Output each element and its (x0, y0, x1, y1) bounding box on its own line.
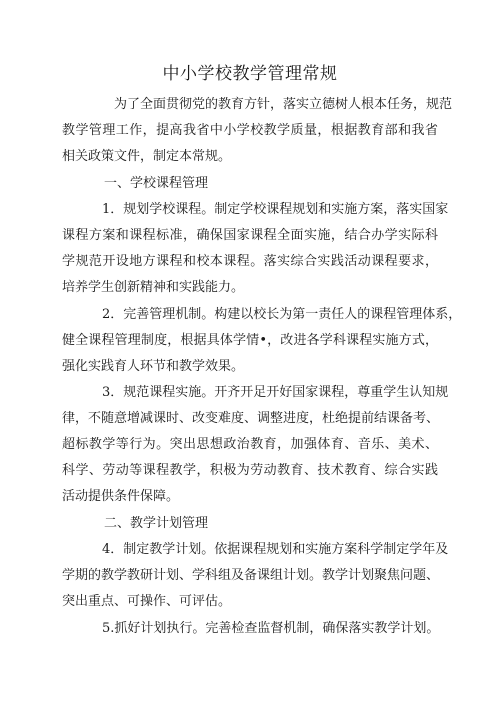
section-heading: 一、学校课程管理 (104, 176, 209, 191)
document-title: 中小学校教学管理常规 (162, 64, 338, 84)
paragraph-line: 教学管理工作，提高我省中小学校教学质量，根据教育部和我省 (62, 123, 438, 138)
paragraph-line: 课程方案和课程标准，确保国家课程全面实施，结合办学实际科 (62, 228, 438, 243)
paragraph-line: 1．规划学校课程。制定学校课程规划和实施方案，落实国家 (102, 202, 449, 217)
paragraph-line: 4．制定教学计划。依据课程规划和实施方案科学制定学年及 (102, 542, 449, 557)
paragraph-line: 2．完善管理机制。构建以校长为第一责任人的课程管理体系， (102, 307, 462, 322)
paragraph-line: 为了全面贯彻党的教育方针，落实立德树人根本任务，规范 (114, 97, 453, 112)
paragraph-line: 学期的教学教研计划、学科组及备课组计划。教学计划聚焦问题、 (62, 568, 440, 583)
paragraph-line: 强化实践育人环节和教学效果。 (62, 359, 245, 374)
paragraph-line: 突出重点、可操作、可评估。 (62, 594, 232, 609)
paragraph-line: 健全课程管理制度，根据具体学情•，改进各学科课程实施方式， (62, 333, 438, 348)
paragraph-line: 超标教学等行为。突出思想政治教育，加强体育、音乐、美术、 (62, 437, 438, 452)
paragraph-line: 律，不随意增减课时、改变难度、调整进度，杜绝提前结课备考、 (62, 411, 440, 426)
paragraph-line: 相关政策文件，制定本常规。 (62, 149, 232, 164)
paragraph-line: 培养学生创新精神和实践能力。 (62, 280, 245, 295)
paragraph-line: 5.抓好计划执行。完善检查监督机制，确保落实教学计划。 (102, 621, 440, 636)
paragraph-line: 科学、劳动等课程教学，积极为劳动教育、技术教育、综合实践 (62, 463, 438, 478)
paragraph-line: 学规范开设地方课程和校本课程。落实综合实践活动课程要求， (62, 254, 438, 269)
paragraph-line: 活动提供条件保障。 (62, 489, 180, 504)
section-heading: 二、教学计划管理 (104, 516, 209, 531)
paragraph-line: 3．规范课程实施。开齐开足开好国家课程，尊重学生认知规 (102, 385, 449, 400)
